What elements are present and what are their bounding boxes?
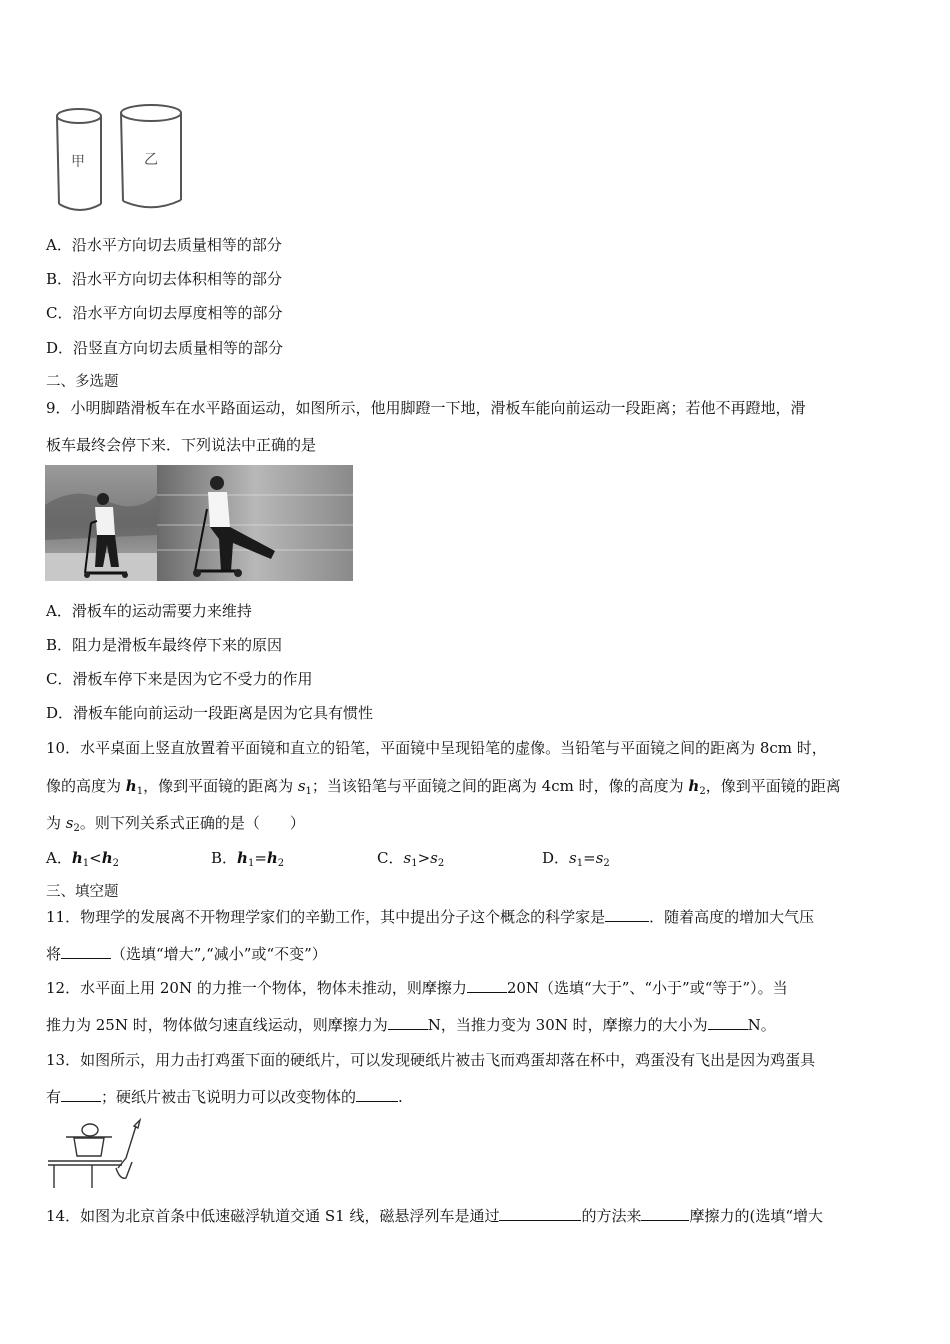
answer-blank[interactable] [388,1015,428,1030]
q10-text: ；当该铅笔与平面镜之间的距离为 4cm 时，像的高度为 [311,777,689,795]
q8-option-d: D．沿竖直方向切去质量相等的部分 [46,339,284,357]
q12-stem-line2: 推力为 25N 时，物体做匀速直线运动，则摩擦力为 N，当推力变为 30N 时，摩擦力的大小为 N。 [46,1016,776,1034]
q8-option-b: B．沿水平方向切去体积相等的部分 [46,270,283,288]
q12-stem-line1: 12．水平面上用 20N 的力推一个物体，物体未推动，则摩擦力 20N（选填“大于”、“小于”或“等于”）。当 [46,979,788,997]
q11-stem-line2: 将 （选填“增大”,“减小”或“不变”） [46,945,327,963]
answer-blank[interactable] [61,1087,101,1102]
answer-blank[interactable] [641,1206,689,1221]
egg-cup-figure [46,1118,146,1190]
q10-option-a: A．$h_1<h_2$ [46,849,119,869]
cylinder-label-yi: 乙 [144,152,158,168]
q8-option-c: C．沿水平方向切去厚度相等的部分 [46,304,283,322]
q9-option-a: A．滑板车的运动需要力来维持 [46,602,252,620]
q9-stem-line2: 板车最终会停下来．下列说法中正确的是 [46,436,317,454]
cylinders-figure [50,100,190,216]
q10-text: 。则下列关系式正确的是（ ） [79,814,305,832]
q9-option-b: B．阻力是滑板车最终停下来的原因 [46,636,283,654]
scooter-photos-figure [45,465,353,581]
section-fill-in-title: 三、填空题 [46,884,119,900]
q10-option-c: C．$s_1>s_2$ [377,849,445,869]
q10-options [46,848,646,868]
q13-stem-line2: 有 ；硬纸片被击飞说明力可以改变物体的 . [46,1088,403,1106]
q14-stem-line1: 14．如图为北京首条中低速磁浮轨道交通 S1 线，磁悬浮列车是通过 的方法来 摩擦力的(选填“增大 [46,1207,823,1225]
q10-stem-line2: 像的高度为 $h_1$，像到平面镜的距离为 $s_1$；当该铅笔与平面镜之间的距离为 4cm 时，像的高度为 $h_2$，像到平面镜的距离 [46,777,841,797]
answer-blank[interactable] [499,1206,581,1221]
q10-text: ，像到平面镜的距离为 [143,777,298,795]
q9-stem-line1: 9．小明脚踏滑板车在水平路面运动，如图所示，他用脚蹬一下地，滑板车能向前运动一段距离；若他不再蹬地，滑 [46,399,806,417]
q9-option-c: C．滑板车停下来是因为它不受力的作用 [46,670,313,688]
q13-stem-line1: 13．如图所示，用力击打鸡蛋下面的硬纸片，可以发现硬纸片被击飞而鸡蛋却落在杯中，鸡蛋没有飞出是因为鸡蛋具 [46,1051,816,1069]
q10-option-b: B．$h_1=h_2$ [211,849,285,869]
answer-blank[interactable] [605,907,649,922]
answer-blank[interactable] [467,978,507,993]
answer-blank[interactable] [708,1015,748,1030]
q10-stem-line3: 为 $s_2$。则下列关系式正确的是（ ） [46,814,305,834]
q10-text: ，像到平面镜的距离 [705,777,841,795]
answer-blank[interactable] [61,944,111,959]
section-multiple-choice-title: 二、多选题 [46,374,119,390]
q10-stem-line1: 10．水平桌面上竖直放置着平面镜和直立的铅笔，平面镜中呈现铅笔的虚像。当铅笔与平面镜之间的距离为 8cm 时， [46,739,827,757]
q9-option-d: D．滑板车能向前运动一段距离是因为它具有惯性 [46,704,374,722]
q8-option-a: A．沿水平方向切去质量相等的部分 [46,236,282,254]
q10-text: 为 [46,814,66,832]
q10-option-d: D．$s_1=s_2$ [542,849,610,869]
answer-blank[interactable] [356,1087,398,1102]
q10-text: 像的高度为 [46,777,126,795]
q11-stem-line1: 11．物理学的发展离不开物理学家们的辛勤工作，其中提出分子这个概念的科学家是 ．随着高度的增加大气压 [46,908,815,926]
cylinder-label-jia: 甲 [71,154,85,170]
